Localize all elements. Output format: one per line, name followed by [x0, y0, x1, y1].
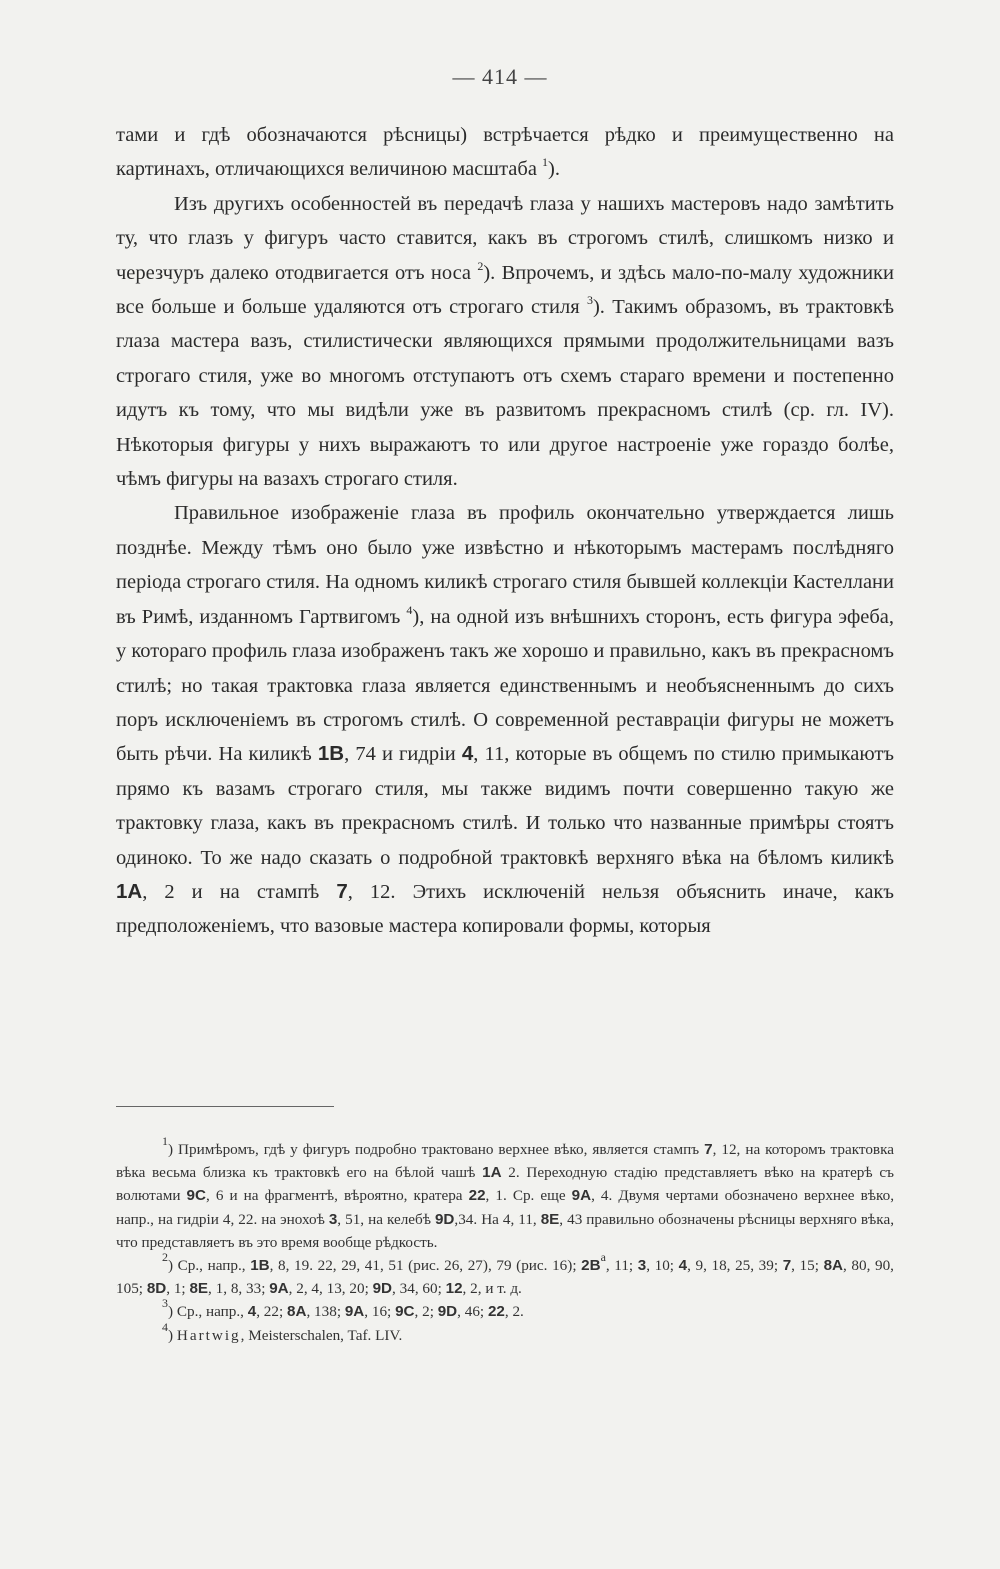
vase-reference: 3	[328, 1210, 338, 1228]
footnote-marker: 4	[406, 602, 413, 617]
text-segment: ,34. На 4, 11,	[454, 1210, 541, 1228]
body-text	[116, 118, 894, 944]
text-segment: , 9, 18, 25, 39;	[687, 1257, 783, 1275]
text-segment: Изъ другихъ особенностей въ передачѣ глаза у нашихъ мастеровъ надо замѣтить ту, что глазъ у фигуръ часто ставится, какъ въ строгомъ стилѣ, слишкомъ низко и черезчуръ далеко отодвигается отъ носа	[116, 192, 894, 284]
vase-reference: 9D	[372, 1280, 393, 1298]
text-segment: , 2 и на стампѣ	[142, 880, 337, 903]
text-segment: , 2, 4, 13, 20;	[288, 1280, 373, 1298]
text-segment: ) Ср., напр.,	[168, 1303, 248, 1321]
vase-reference: 8E	[189, 1280, 209, 1298]
footnote-marker: 4	[162, 1319, 168, 1334]
vase-reference: 7	[782, 1257, 792, 1275]
text-segment: , 16;	[364, 1303, 396, 1321]
vase-reference: 22	[468, 1187, 486, 1205]
text-segment: , 1, 8, 33;	[208, 1280, 270, 1298]
vase-reference: 1A	[482, 1164, 502, 1182]
text-segment: , 34, 60;	[392, 1280, 446, 1298]
text-segment: ). Впрочемъ, и здѣсь мало-по-малу художники все больше и больше удаляются отъ строгаго стиля	[116, 261, 894, 319]
text-segment: , 6 и на фрагментѣ, вѣроятно, кратера	[205, 1187, 469, 1205]
text-segment: ) Ср., напр.,	[168, 1257, 251, 1275]
vase-reference: 9C	[186, 1187, 206, 1205]
text-segment: ). Такимъ образомъ, въ трактовкѣ глаза мастера вазъ, стилистически являющихся прямыми продолжительницами вазъ строгаго стиля, уже во многомъ отступаютъ отъ схемъ стараго времени и постепенно идутъ къ тому, что мы видѣли уже въ развитомъ прекрасномъ стилѣ (ср. гл. IV). Нѣкоторыя фигуры у нихъ выражаютъ то или другое настроеніе уже гораздо болѣе, чѣмъ фигуры на вазахъ строгаго стиля.	[116, 296, 894, 491]
footnote-marker: 1	[542, 155, 549, 170]
vase-reference: 9D	[437, 1303, 458, 1321]
vase-reference: 9D	[434, 1210, 455, 1228]
vase-reference: 2B	[581, 1257, 601, 1275]
footnote-marker: a	[600, 1250, 606, 1265]
footnotes	[116, 1134, 894, 1347]
text-segment: , 51, на келебѣ	[337, 1210, 435, 1228]
vase-reference: 9A	[344, 1303, 365, 1321]
footnote-marker: 1	[162, 1134, 168, 1148]
footnote	[116, 1296, 894, 1323]
text-segment: тами и гдѣ обозначаются рѣсницы) встрѣчается рѣдко и преимущественно на картинахъ, отличающихся величиною масштаба	[116, 124, 894, 181]
vase-reference: 1B	[317, 742, 345, 766]
vase-reference: 8E	[540, 1210, 560, 1228]
vase-reference: 3	[637, 1257, 647, 1275]
text-segment: Правильное изображеніе глаза въ профиль окончательно утверждается лишь позднѣе. Между тѣмъ оно было уже извѣстно и нѣкоторымъ мастерамъ послѣдняго періода строгаго стиля. На одномъ киликѣ строгаго стиля бывшей коллекціи Кастеллани въ Римѣ, изданномъ Гартвигомъ	[116, 502, 894, 628]
paragraph	[116, 118, 894, 187]
text-segment: , 12, на которомъ трактовка вѣка весьма близка къ трактовкѣ его на бѣлой чашѣ	[116, 1141, 894, 1182]
text-segment: , 74 и гидріи	[344, 743, 462, 766]
text-segment: , Meisterschalen, Taf. LIV.	[240, 1326, 403, 1344]
vase-reference: 7	[704, 1141, 713, 1158]
text-segment: ).	[548, 158, 560, 181]
text-segment: , 1. Ср. еще	[485, 1187, 572, 1205]
vase-reference: 1A	[116, 879, 143, 903]
vase-reference: 8D	[146, 1280, 167, 1298]
vase-reference: 7	[336, 879, 348, 903]
text-segment: , 46;	[457, 1303, 488, 1321]
text-segment: , 43 правильно обозначены рѣсницы верхняго вѣка, что представляетъ въ это время вообще рѣдкость.	[116, 1210, 894, 1251]
footnote-marker: 3	[162, 1296, 168, 1311]
text-segment: , 8, 19. 22, 29, 41, 51 (рис. 26, 27), 79 (рис. 16);	[269, 1257, 582, 1275]
text-segment: , 10;	[646, 1257, 679, 1275]
text-segment: ), на одной изъ внѣшнихъ сторонъ, есть фигура эфеба, у котораго профиль глаза изображенъ такъ же хорошо и правильно, какъ въ прекрасномъ стилѣ; но такая трактовка глаза является единственнымъ и необъясненнымъ до сихъ поръ исключеніемъ въ строгомъ стилѣ. О современной реставраціи фигуры не можетъ быть рѣчи. На киликѣ	[116, 605, 895, 766]
vase-reference: 9A	[571, 1187, 592, 1205]
vase-reference: 4	[247, 1303, 257, 1321]
text-segment: , 138;	[306, 1303, 345, 1321]
vase-reference: 4	[678, 1257, 688, 1275]
author-name: Hartwig	[176, 1326, 241, 1344]
text-segment: , 22;	[256, 1303, 288, 1321]
vase-reference: 8A	[287, 1303, 307, 1321]
paragraph	[116, 496, 894, 943]
paragraph	[116, 187, 894, 497]
text-segment: , 15;	[791, 1257, 824, 1275]
vase-reference: 9A	[269, 1280, 289, 1298]
text-segment: , 2, и т. д.	[462, 1280, 522, 1298]
vase-reference: 22	[487, 1303, 505, 1321]
footnote-marker: 3	[586, 293, 593, 308]
vase-reference: 12	[445, 1280, 463, 1298]
text-segment: , 11, которые въ общемъ по стилю примыкаютъ прямо къ вазамъ строгаго стиля, мы также видимъ почти совершенно такую же трактовку глаза, какъ въ прекрасномъ стилѣ. И только что названные примѣры стоятъ одиноко. То же надо сказать о подробной трактовкѣ верхняго вѣка на бѣломъ киликѣ	[116, 743, 894, 869]
text-segment: )	[168, 1326, 177, 1344]
footnote-marker: 2	[477, 258, 484, 273]
text-segment: 2. Переходную стадію представляетъ вѣко на кратерѣ съ волютами	[116, 1164, 894, 1205]
text-segment: , 11;	[605, 1257, 638, 1275]
text-segment: , 80, 90, 105;	[116, 1257, 894, 1298]
footnote-divider	[116, 1106, 334, 1107]
footnote	[116, 1250, 894, 1300]
vase-reference: 1B	[250, 1257, 270, 1275]
footnote	[116, 1319, 894, 1347]
footnote-marker: 2	[162, 1250, 168, 1265]
page-number: — 414 —	[452, 64, 548, 89]
text-segment: , 1;	[166, 1280, 190, 1298]
vase-reference: 9C	[395, 1303, 415, 1321]
text-segment: , 4. Двумя чертами обозначено верхнее вѣко, напр., на гидріи 4, 22. на энохоѣ	[116, 1187, 894, 1228]
text-segment: , 2.	[504, 1303, 524, 1321]
vase-reference: 8A	[823, 1257, 843, 1275]
text-segment: , 2;	[414, 1303, 438, 1321]
footnote	[116, 1134, 894, 1254]
text-segment: ) Примѣромъ, гдѣ у фигуръ подробно трактовано верхнее вѣко, является стампъ	[168, 1141, 705, 1158]
text-segment: , 12. Этихъ исключеній нельзя объяснить иначе, какъ предположеніемъ, что вазовые мастера копировали формы, которыя	[116, 880, 894, 938]
vase-reference: 4	[461, 742, 474, 766]
